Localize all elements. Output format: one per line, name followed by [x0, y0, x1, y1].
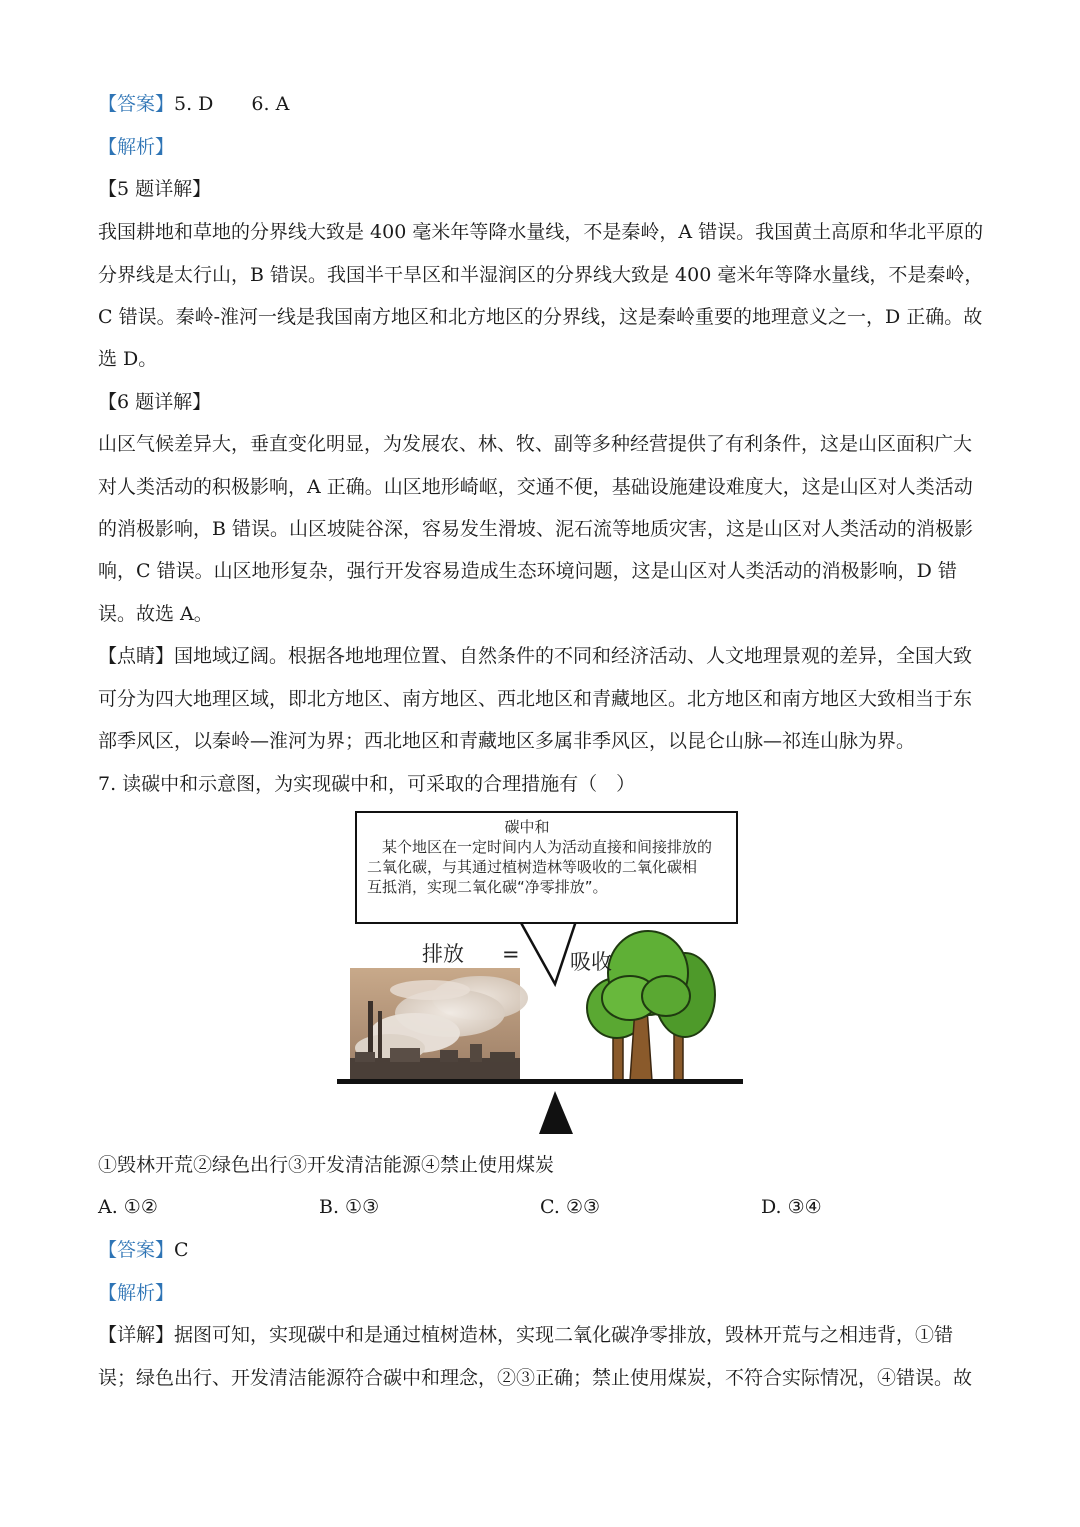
- carbon-neutral-figure: [330, 808, 750, 1140]
- q7-choices: ①毁林开荒②绿色出行③开发清洁能源④禁止使用煤炭: [98, 1154, 555, 1176]
- q7-answer: C: [174, 1239, 189, 1261]
- callout-line: 二氧化碳，与其通过植树造林等吸收的二氧化碳相: [367, 858, 698, 876]
- callout-pointer: [520, 921, 576, 984]
- q5-text-line: 选 D。: [98, 348, 158, 370]
- detail-tag: 【详解】: [98, 1324, 175, 1346]
- carbon-neutral-callout: [355, 811, 738, 924]
- q6-text-line: 对人类活动的积极影响，A 正确。山区地形崎岖，交通不便，基础设施建设难度大，这是山区对人类活动: [98, 476, 973, 498]
- answer-5: 5. D: [174, 93, 214, 115]
- q6-text-line: 山区气候差异大，垂直变化明显，为发展农、林、牧、副等多种经营提供了有利条件，这是山区面积广大: [98, 433, 973, 455]
- q6-text-line: 误。故选 A。: [98, 603, 213, 625]
- detail-text: 据图可知，实现碳中和是通过植树造林，实现二氧化碳净零排放，毁林开荒与之相违背，①错: [174, 1324, 954, 1346]
- label-absorb: 吸收: [570, 950, 612, 974]
- tip-line: [98, 643, 988, 669]
- tip-tag: 【点睛】: [98, 645, 175, 667]
- q7-analysis-tag: 【解析】: [98, 1282, 175, 1304]
- q7-answer-line: [98, 1237, 988, 1263]
- analysis-tag: 【解析】: [98, 136, 175, 158]
- answer-tag: 【答案】: [98, 93, 175, 115]
- q6-text-line: 响，C 错误。山区地形复杂，强行开发容易造成生态环境问题，这是山区对人类活动的消极影响，D 错: [98, 560, 957, 582]
- tip-text: 国地域辽阔。根据各地地理位置、自然条件的不同和经济活动、人文地理景观的差异，全国大致: [174, 645, 973, 667]
- q7-detail-text-line: 误；绿色出行、开发清洁能源符合碳中和理念，②③正确；禁止使用煤炭，不符合实际情况，④错误。故: [98, 1367, 973, 1389]
- label-equal: =: [502, 942, 520, 966]
- callout-line: 互抵消，实现二氧化碳“净零排放”。: [367, 878, 608, 896]
- q5-text-line: 我国耕地和草地的分界线大致是 400 毫米年等降水量线，不是秦岭，A 错误。我国黄土高原和华北平原的: [98, 221, 984, 243]
- q7-stem: 7. 读碳中和示意图，为实现碳中和，可采取的合理措施有（ ）: [98, 773, 636, 795]
- q5-heading: 【5 题详解】: [98, 178, 212, 200]
- q5-text-line: 分界线是太行山，B 错误。我国半干旱区和半湿润区的分界线大致是 400 毫米年等降水量线，不是秦岭，: [98, 264, 984, 286]
- answer-6: 6. A: [251, 93, 290, 115]
- answer-tag: 【答案】: [98, 1239, 175, 1261]
- option-b: B. ①③: [319, 1196, 380, 1218]
- option-d: D. ③④: [761, 1196, 822, 1218]
- answer-line-5-6: [98, 91, 988, 117]
- fulcrum: [539, 1091, 573, 1134]
- balance-beam: [337, 1079, 743, 1084]
- q7-detail-line: [98, 1322, 988, 1348]
- factory-photo: [350, 968, 528, 1080]
- q5-text-line: C 错误。秦岭-淮河一线是我国南方地区和北方地区的分界线，这是秦岭重要的地理意义之一，D 正确。故: [98, 306, 983, 328]
- callout-line: 某个地区在一定时间内人为活动直接和间接排放的: [367, 838, 713, 856]
- q6-heading: 【6 题详解】: [98, 391, 212, 413]
- tip-text-line: 可分为四大地理区域，即北方地区、南方地区、西北地区和青藏地区。北方地区和南方地区大致相当于东: [98, 688, 973, 710]
- q6-text-line: 的消极影响，B 错误。山区坡陡谷深，容易发生滑坡、泥石流等地质灾害，这是山区对人类活动的消极影: [98, 518, 974, 540]
- option-c: C. ②③: [540, 1196, 601, 1218]
- label-emit: 排放: [422, 942, 464, 966]
- option-a: A. ①②: [98, 1196, 158, 1218]
- callout-title: 碳中和: [504, 818, 550, 836]
- tip-text-line: 部季风区，以秦岭—淮河为界；西北地区和青藏地区多属非季风区，以昆仑山脉—祁连山脉为界。: [98, 730, 916, 752]
